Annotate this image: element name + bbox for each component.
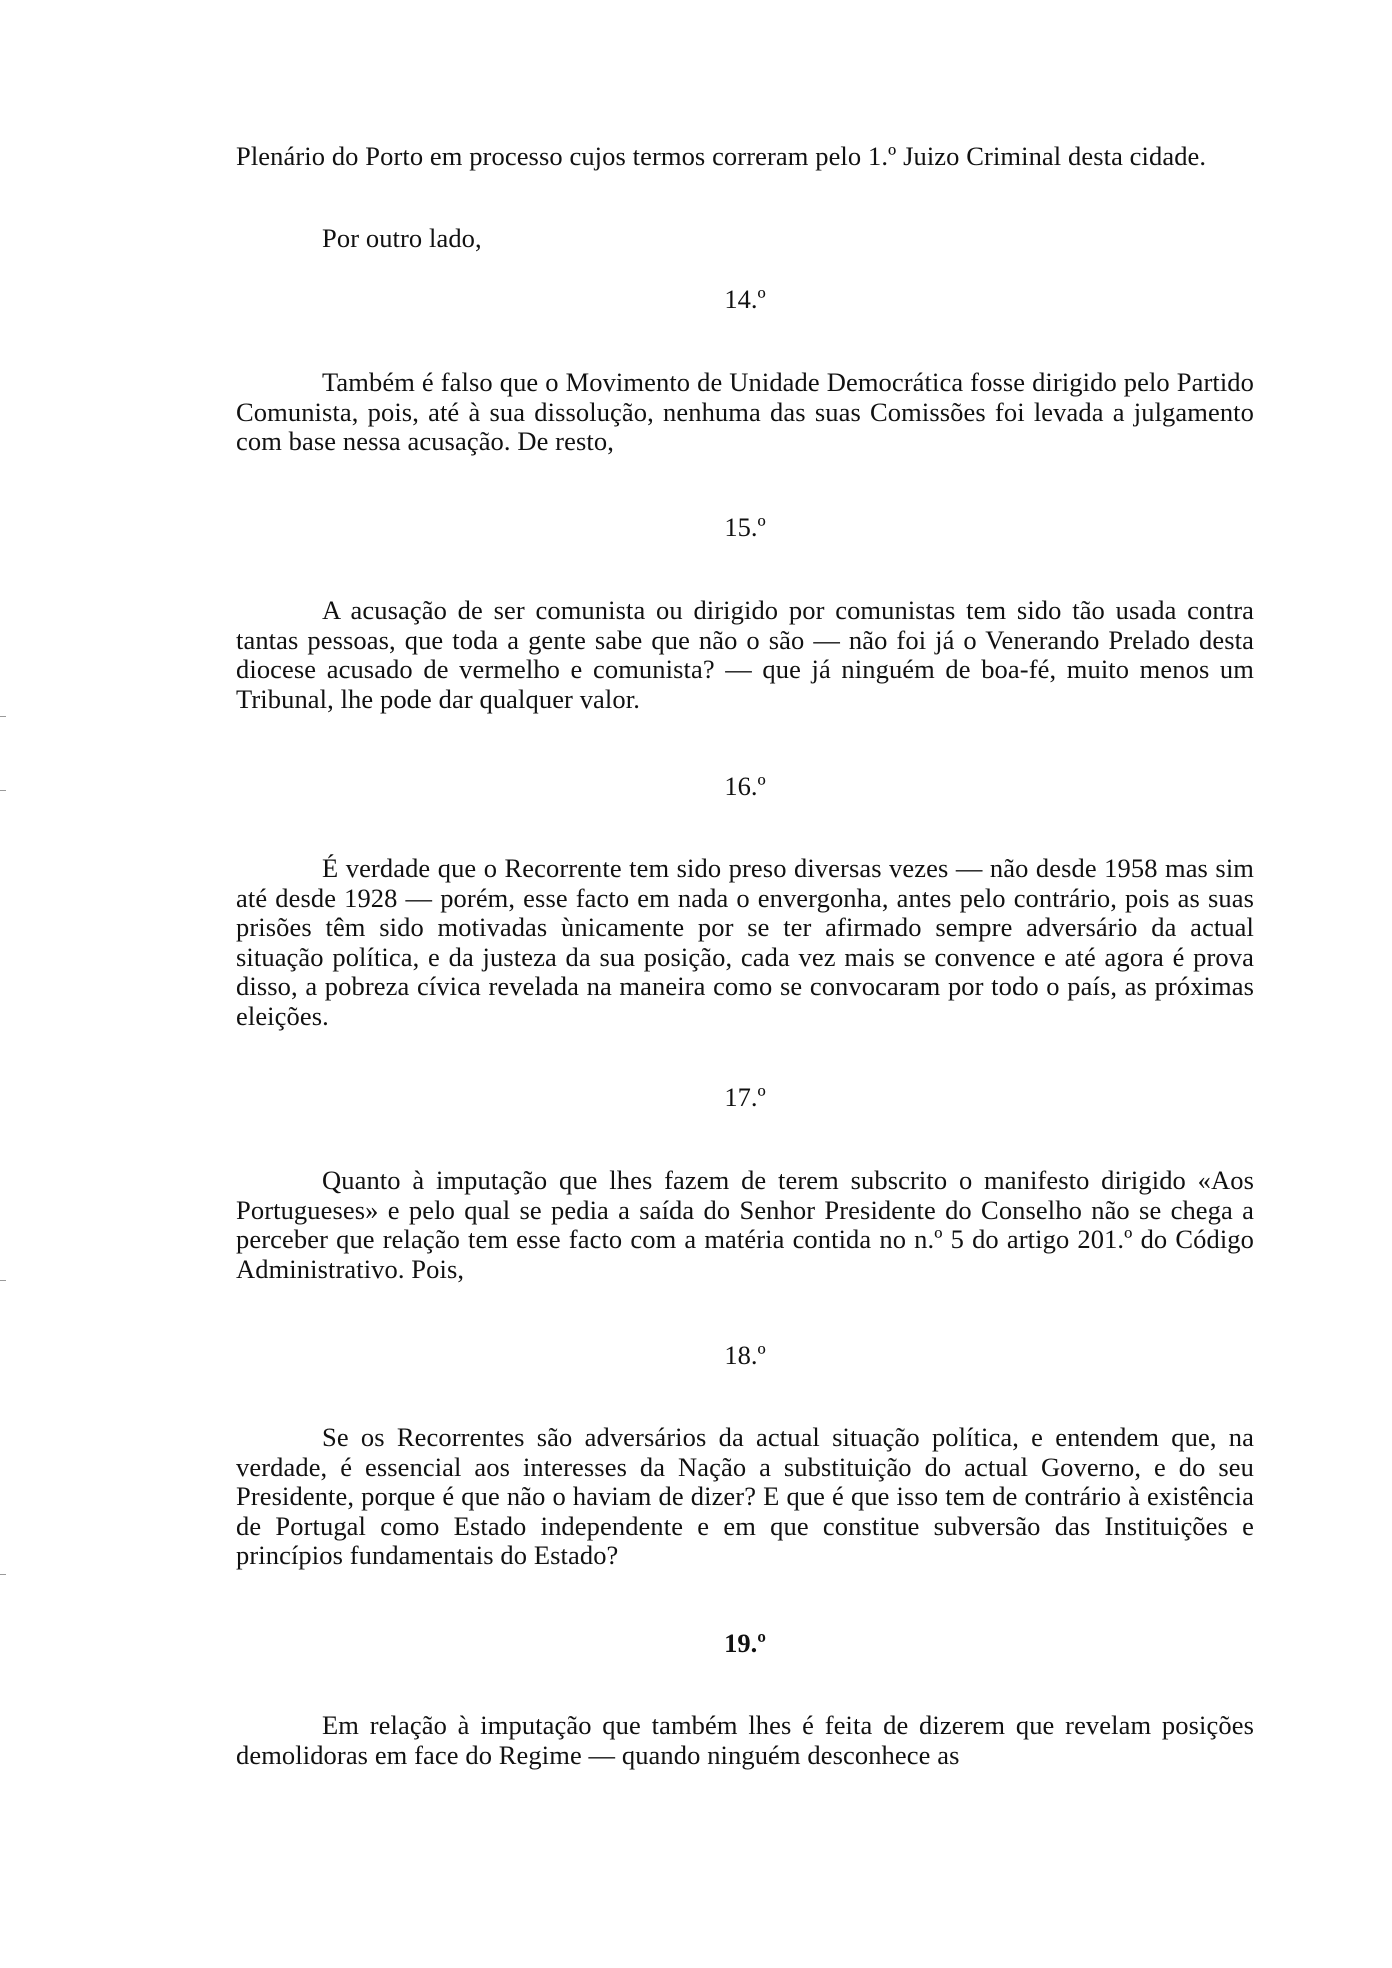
article-number-18: 18.º (724, 1340, 766, 1370)
paragraph-article-15: A acusação de ser comunista ou dirigido por comunistas tem sido tão usada contra tantas pessoas, que toda a gente sabe que não o são — não foi já o Venerando Prelado desta diocese acusado de vermelho e comunista? — que já ninguém de boa-fé, muito menos um Tribunal, lhe pode dar qualquer valor. (236, 595, 1254, 714)
paragraph-article-14: Também é falso que o Movimento de Unidade Democrática fosse dirigido pelo Partido Comunista, pois, até à sua dissolução, nenhuma das suas Comissões foi levada a julgamento com base nessa acusação. De resto, (236, 367, 1254, 456)
margin-mark (0, 1574, 6, 1575)
paragraph-transition: Por outro lado, (322, 223, 482, 253)
article-number-14: 14.º (724, 284, 766, 314)
article-number-17: 17.º (724, 1082, 766, 1112)
paragraph-article-19: Em relação à imputação que também lhes é feita de dizerem que revelam posições demolidoras em face do Regime — quando ninguém desconhece as (236, 1710, 1254, 1770)
article-number-19: 19.º (724, 1628, 766, 1658)
paragraph-continuation-13: Plenário do Porto em processo cujos termos correram pelo 1.º Juizo Criminal desta cidade. (236, 141, 1207, 171)
article-number-16: 16.º (724, 771, 766, 801)
paragraph-article-17: Quanto à imputação que lhes fazem de terem subscrito o manifesto dirigido «Aos Portugueses» e pelo qual se pedia a saída do Senhor Presidente do Conselho não se chega a perceber que relação tem esse facto com a matéria contida no n.º 5 do artigo 201.º do Código Administrativo. Pois, (236, 1165, 1254, 1284)
paragraph-article-16: É verdade que o Recorrente tem sido preso diversas vezes — não desde 1958 mas sim até desde 1928 — porém, esse facto em nada o envergonha, antes pelo contrário, pois as suas prisões têm sido motivadas ùnicamente por se ter afirmado sempre adversário da actual situação política, e da justeza da sua posição, cada vez mais se convence e até agora é prova disso, a pobreza cívica revelada na maneira como se convocaram por todo o país, as próximas eleições. (236, 853, 1254, 1031)
margin-mark (0, 790, 6, 791)
paragraph-article-18: Se os Recorrentes são adversários da actual situação política, e entendem que, na verdade, é essencial aos interesses da Nação a substituição do actual Governo, e do seu Presidente, porque é que não o haviam de dizer? E que é que isso tem de contrário à existência de Portugal como Estado independente e em que constitue subversão das Instituições e princípios fundamentais do Estado? (236, 1422, 1254, 1570)
margin-mark (0, 1280, 6, 1281)
margin-mark (0, 716, 6, 717)
article-number-15: 15.º (724, 512, 766, 542)
